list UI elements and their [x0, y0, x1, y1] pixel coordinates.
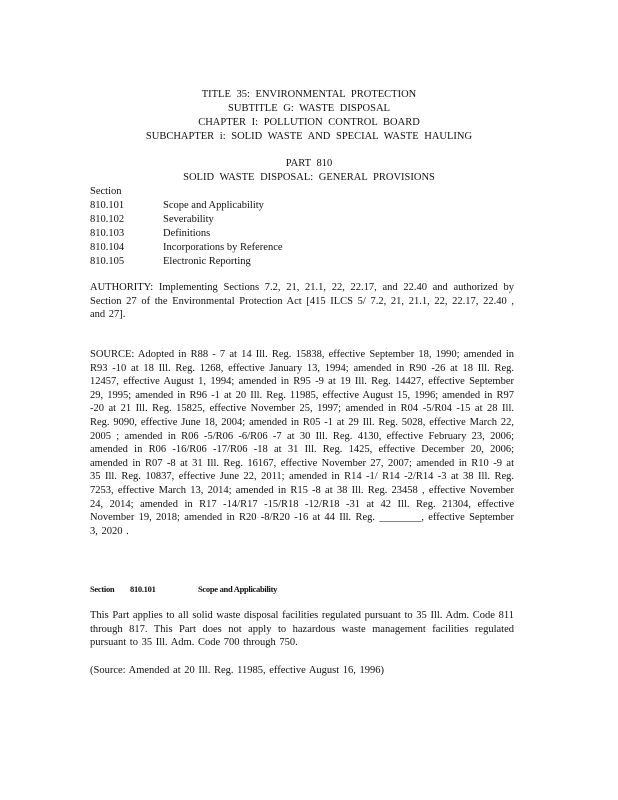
part-heading: PART 810 — [285, 158, 333, 169]
toc-heading: Section — [90, 186, 122, 197]
section-label: Section — [90, 584, 115, 594]
authority-paragraph: AUTHORITY: Implementing Sections 7.2, 21, 21.1, 22, 22.17, and 22.40 and authorized by Section 27 of the Environmental Protection Act [415 ILCS 5/ 7.2, 21, 21.1, 22, 22.17, 22.40 , and 27]. — [90, 282, 514, 321]
toc-item-title: Severability — [163, 214, 214, 225]
section-number: 810.101 — [130, 584, 156, 594]
toc-item-number: 810.102 — [90, 214, 125, 225]
chapter-heading: CHAPTER I: POLLUTION CONTROL BOARD — [198, 117, 420, 128]
section-source-note: (Source: Amended at 20 Ill. Reg. 11985, effective August 16, 1996) — [90, 665, 385, 676]
section-title: Scope and Applicability — [198, 584, 278, 594]
subtitle-heading: SUBTITLE G: WASTE DISPOSAL — [228, 103, 390, 114]
source-paragraph: SOURCE: Adopted in R88 - 7 at 14 Ill. Reg. 15838, effective September 18, 1990; amended in R93 -10 at 18 Ill. Reg. 1268, effective January 13, 1994; amended in R90 -26 at 18 Ill. Reg. 12457, effective August 1, 1994; amended in R95 -9 at 19 Ill. Reg. 14427, effective September 29, 1995; amended in R96 -1 at 20 Ill. Reg. 11985, effective August 15, 1996; amended in R97 -20 at 21 Ill. Reg. 15825, effective November 25, 1997; amended in R04 -5/R04 -15 at 28 Ill. Reg. 9090, effective June 18, 2004; amended in R05 -1 at 29 Ill. Reg. 5028, effective March 22, 2005 ; amended in R06 -5/R06 -6/R06 -7 at 30 Ill. Reg. 4130, effective February 23, 2006; amended in R06 -16/R06 -17/R06 -18 at 31 Ill. Reg. 1425, effective December 20, 2006; amended in R07 -8 at 31 Ill. Reg. 16167, effective November 27, 2007; amended in R10 -9 at 35 Ill. Reg. 10837, effective June 22, 2011; amended in R14 -1/ R14 -2/R14 -3 at 38 Ill. Reg. 7253, effective March 13, 2014; amended in R15 -8 at 38 Ill. Reg. 23458 , effective November 24, 2014; amended in R17 -14/R17 -15/R18 -12/R18 -31 at 42 Ill. Reg. 21304, effective November 19, 2018; amended in R20 -8/R20 -16 at 44 Ill. Reg. ________, effective September 3, 2020 . — [90, 349, 514, 537]
subchapter-heading: SUBCHAPTER i: SOLID WASTE AND SPECIAL WASTE HAULING — [145, 131, 473, 142]
toc-item-title: Incorporations by Reference — [163, 242, 283, 253]
toc-item-title: Definitions — [163, 228, 211, 239]
toc-item-number: 810.103 — [90, 228, 125, 239]
part-title: SOLID WASTE DISPOSAL: GENERAL PROVISIONS — [183, 172, 435, 183]
toc-item-title: Electronic Reporting — [163, 256, 251, 267]
toc-item-number: 810.104 — [90, 242, 125, 253]
title-heading: TITLE 35: ENVIRONMENTAL PROTECTION — [201, 89, 417, 100]
toc-item-title: Scope and Applicability — [163, 200, 264, 211]
toc-item-number: 810.101 — [90, 200, 125, 211]
section-body: This Part applies to all solid waste disposal facilities regulated pursuant to 35 Ill. Adm. Code 811 through 817. This Part does not apply to hazardous waste management facilities regulated pursuant to 35 Ill. Adm. Code 700 through 750. — [90, 610, 514, 649]
toc-item-number: 810.105 — [90, 256, 125, 267]
